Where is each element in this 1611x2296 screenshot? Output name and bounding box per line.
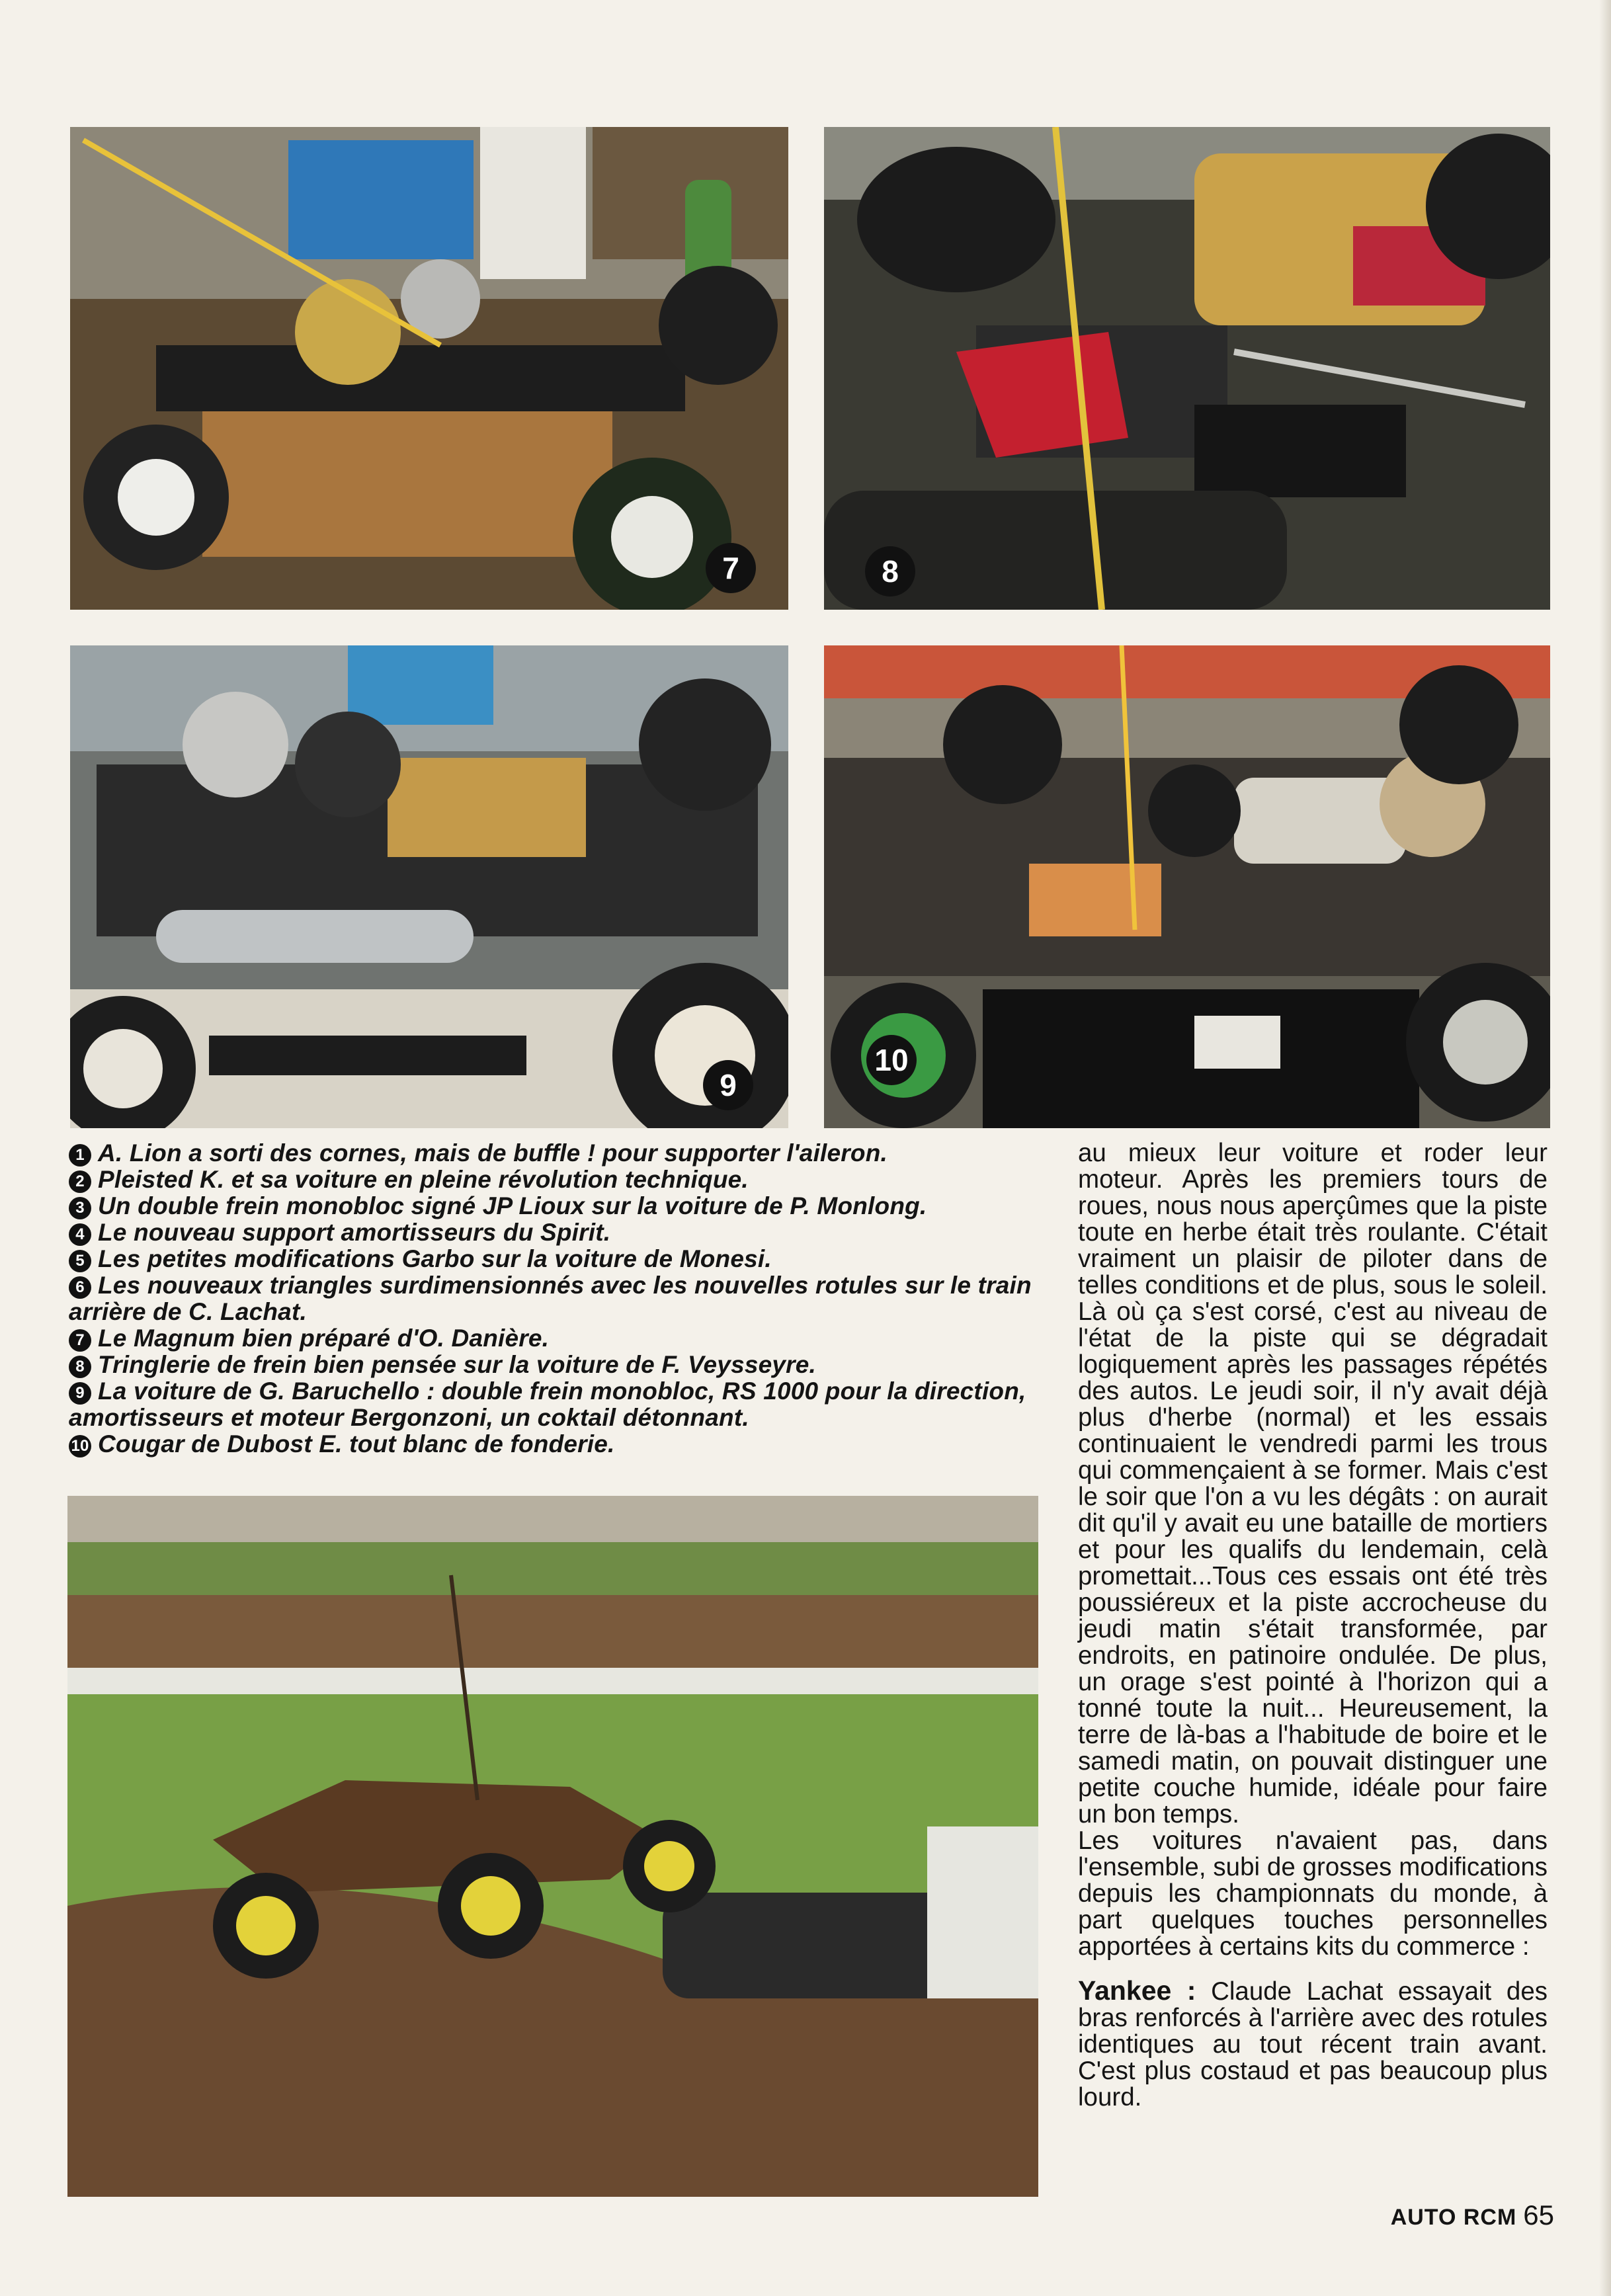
photo-10-illustration [824, 645, 1550, 1128]
caption-3 [69, 1193, 1048, 1219]
photo-8-illustration [824, 127, 1550, 610]
article-paragraph-1: au mieux leur voiture et roder leur moteur. Après les premiers tours de roues, nous nous aperçûmes que la piste toute en herbe était très roulante. C'était vraiment un plaisir de piloter dans de telles conditions et de plus, sous le soleil. Là où ça s'est corsé, c'est au niveau de l'état de la piste qui se dégradait logiquement après les passages répétés des autos. Le jeudi soir, il n'y avait déjà plus d'herbe (normal) et les essais continuaient le vendredi parmi les trous qui commençaient à se former. Mais c'est le soir que l'on a vu les dégâts : on aurait dit qu'il y avait eu une bataille de mortiers et pour les qualifs du lendemain, celà promettait...Tous ces essais ont été très poussiéreux et la piste accrocheuse du jeudi matin s'était transformée, par endroits, en patinoire ondulée. De plus, un orage s'est pointé à l'horizon qui a tonné toute la nuit... Heureusement, la terre de là-bas a l'habitude de boire et le samedi matin, on pouvait distinguer une petite couche humide, idéale pour faire un bon temps. [1078, 1139, 1548, 1828]
caption-6-number: 6 [69, 1276, 91, 1299]
photo-jumping-buggy-illustration [67, 1496, 1038, 2197]
caption-3-text: Un double frein monobloc signé JP Lioux sur la voiture de P. Monlong. [98, 1192, 927, 1219]
page-footer [1382, 2199, 1554, 2239]
caption-9-text: La voiture de G. Baruchello : double frein monobloc, RS 1000 pour la direction, amortisseurs et moteur Bergonzoni, un coktail détonnant. [69, 1377, 1026, 1431]
caption-2 [69, 1167, 1048, 1193]
caption-9-number: 9 [69, 1382, 91, 1405]
caption-1 [69, 1140, 1048, 1167]
caption-8-text: Tringlerie de frein bien pensée sur la voiture de F. Veysseyre. [98, 1351, 817, 1378]
photo-7-number: 7 [706, 543, 756, 593]
photo-9 [70, 645, 788, 1128]
caption-2-number: 2 [69, 1170, 91, 1193]
caption-9 [69, 1378, 1048, 1431]
caption-10-text: Cougar de Dubost E. tout blanc de fonderie. [98, 1430, 615, 1457]
photo-10-number: 10 [866, 1035, 917, 1085]
photo-7-illustration [70, 127, 788, 610]
caption-3-number: 3 [69, 1197, 91, 1219]
photo-8 [824, 127, 1550, 610]
article-paragraph-3-text: Claude Lachat essayait des bras renforcés à l'arrière avec des rotules identiques au tout récent train avant. C'est plus costaud et pas beaucoup plus lourd. [1078, 1977, 1548, 2112]
caption-1-text: A. Lion a sorti des cornes, mais de buffle ! pour supporter l'aileron. [98, 1139, 888, 1167]
caption-4-text: Le nouveau support amortisseurs du Spirit. [98, 1219, 611, 1246]
caption-7-number: 7 [69, 1329, 91, 1352]
caption-8 [69, 1352, 1048, 1378]
article-paragraph-3 [1078, 1977, 1548, 2111]
photo-8-number: 8 [865, 546, 915, 596]
caption-4-number: 4 [69, 1223, 91, 1246]
caption-10 [69, 1431, 1048, 1457]
caption-5-text: Les petites modifications Garbo sur la voiture de Monesi. [98, 1245, 772, 1272]
caption-6-text: Les nouveaux triangles surdimensionnés avec les nouvelles rotules sur le train arrière de C. Lachat. [69, 1272, 1032, 1325]
page-number: 65 [1523, 2199, 1554, 2231]
caption-4 [69, 1219, 1048, 1246]
caption-1-number: 1 [69, 1144, 91, 1167]
article-paragraph-3-lead: Yankee : [1078, 1975, 1196, 2006]
magazine-name: AUTO RCM [1390, 2205, 1517, 2230]
article-paragraph-2: Les voitures n'avaient pas, dans l'ensemble, subi de grosses modifications depuis les championnats du monde, à part quelques touches personnelles apportées à certains kits du commerce : [1078, 1826, 1548, 1961]
photo-jumping-buggy [67, 1496, 1038, 2197]
caption-7-text: Le Magnum bien préparé d'O. Danière. [98, 1325, 550, 1352]
caption-5 [69, 1246, 1048, 1272]
page-edge [1599, 0, 1611, 2296]
caption-10-number: 10 [69, 1435, 91, 1457]
photo-10 [824, 645, 1550, 1128]
caption-6 [69, 1272, 1048, 1325]
caption-7 [69, 1325, 1048, 1352]
caption-8-number: 8 [69, 1356, 91, 1378]
article-column [1078, 1140, 1548, 2111]
photo-9-number: 9 [703, 1060, 753, 1110]
caption-5-number: 5 [69, 1250, 91, 1272]
photo-9-illustration [70, 645, 788, 1128]
caption-2-text: Pleisted K. et sa voiture en pleine révolution technique. [98, 1166, 749, 1193]
photo-captions [69, 1140, 1048, 1457]
photo-7 [70, 127, 788, 610]
